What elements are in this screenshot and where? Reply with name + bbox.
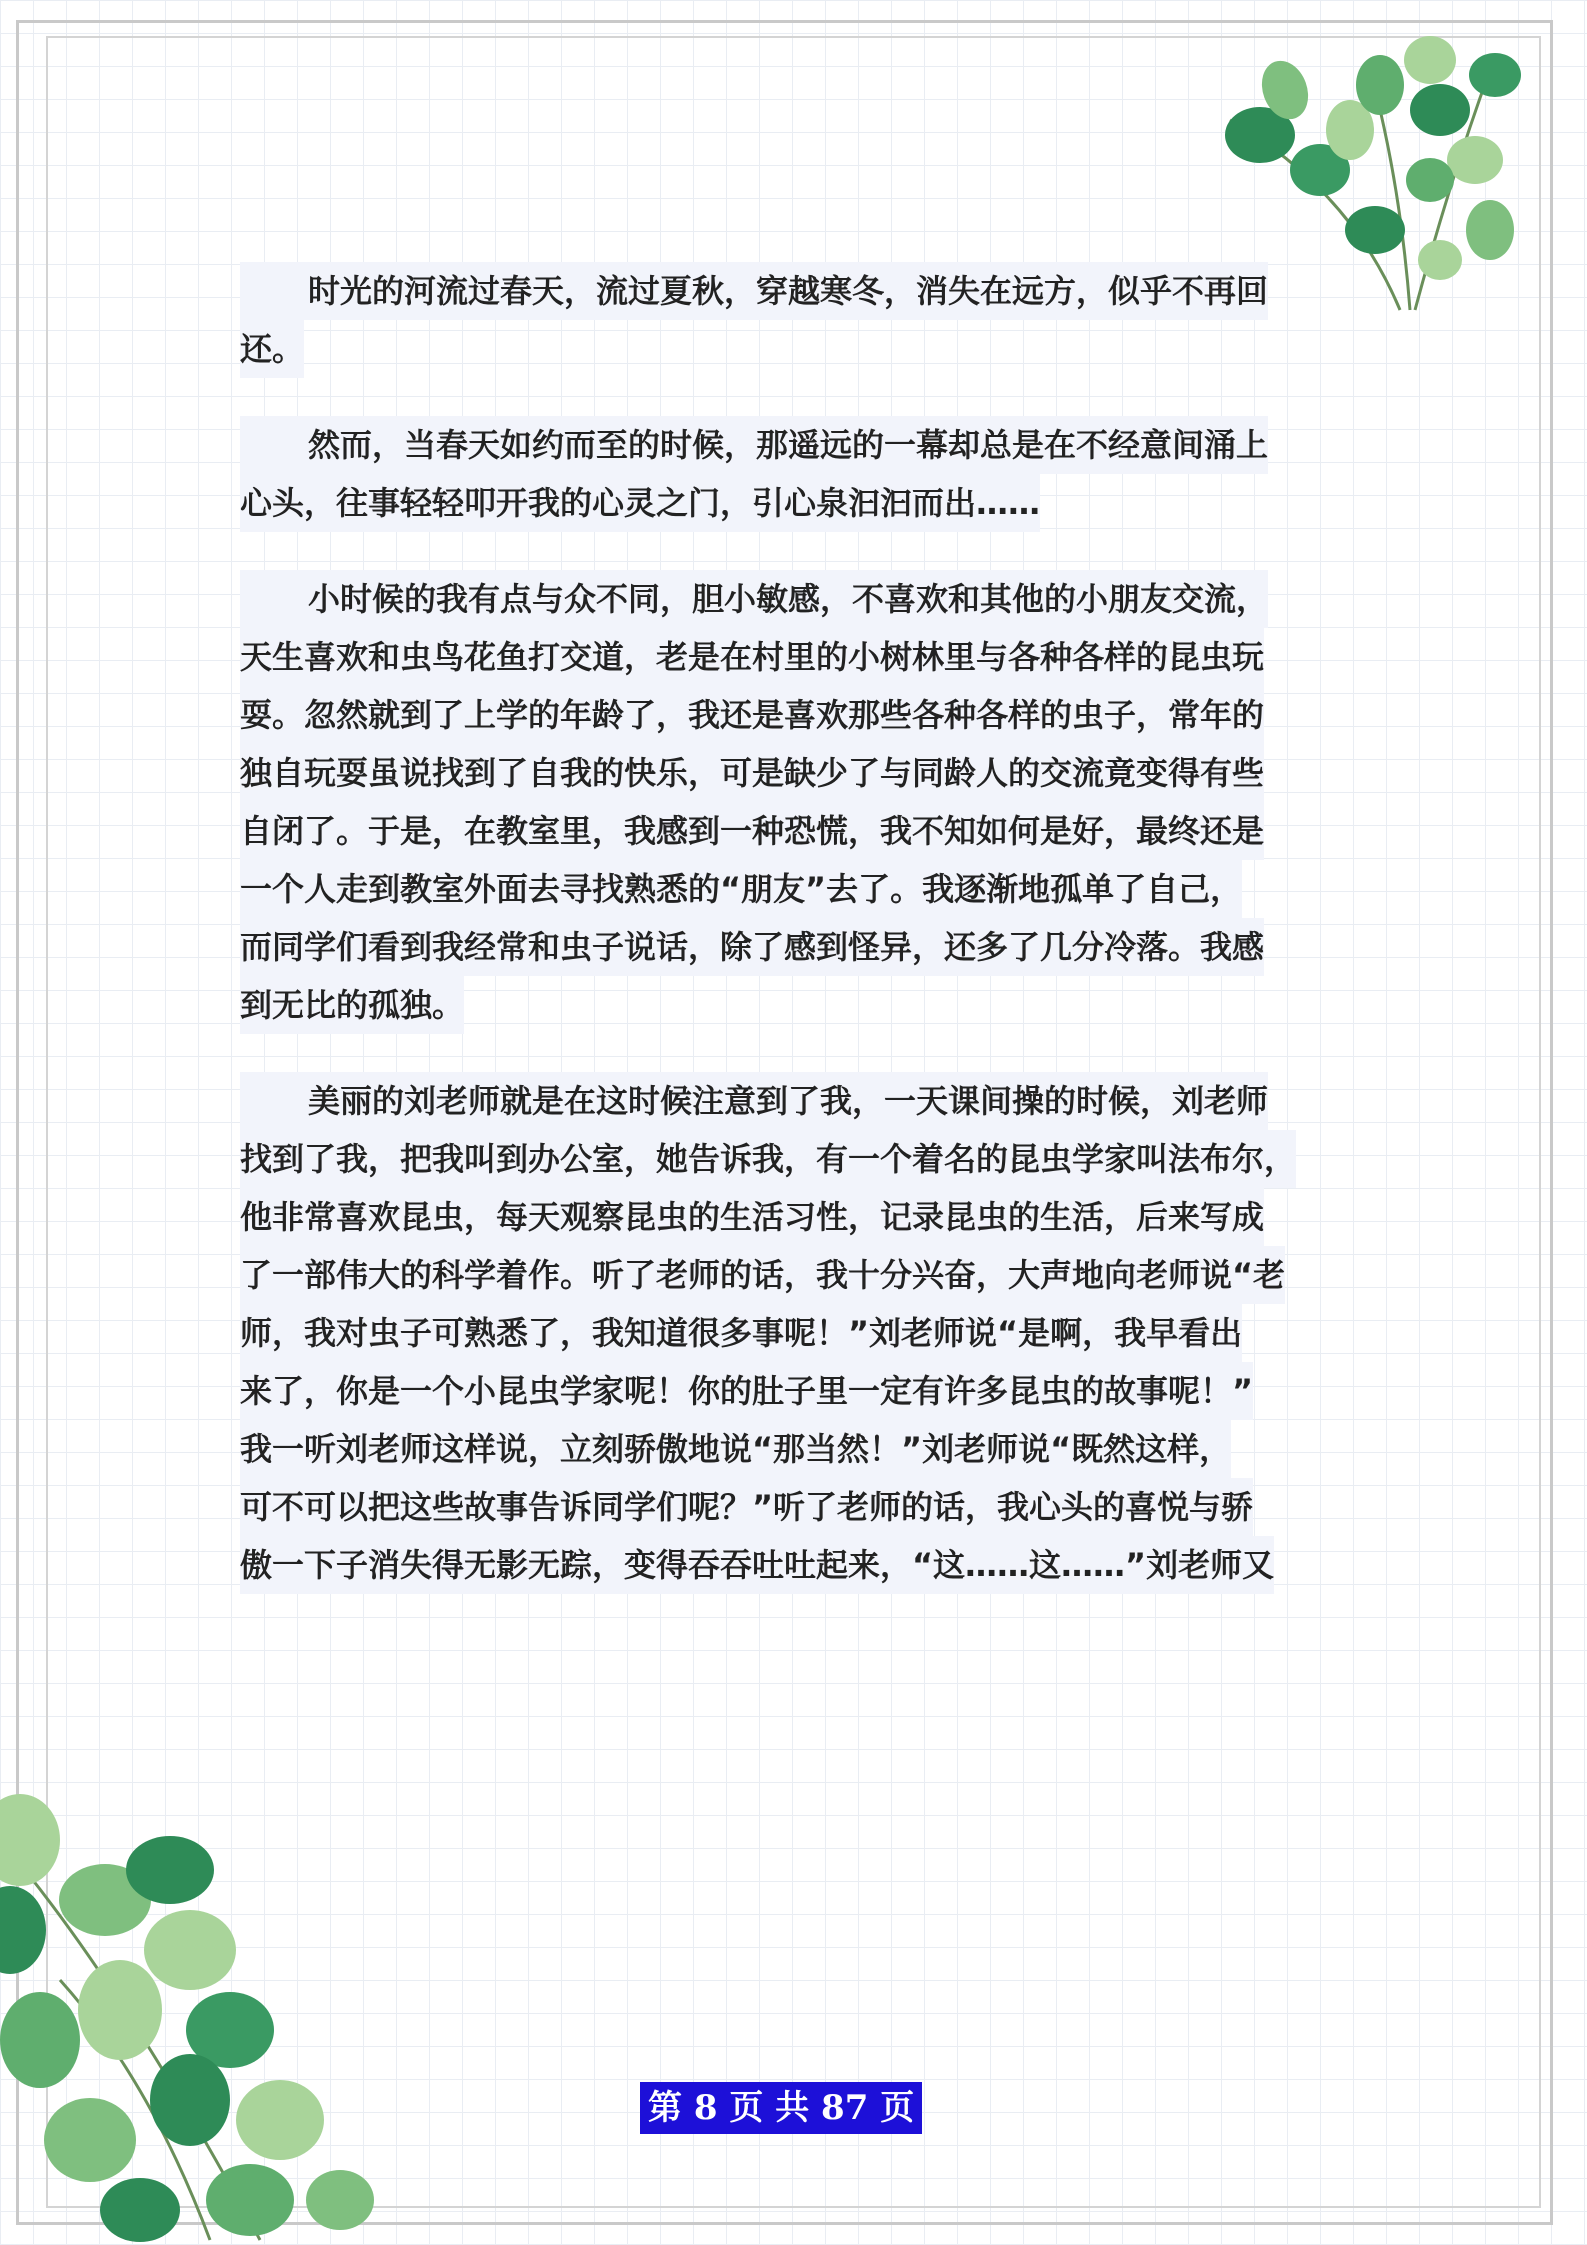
text-line: 然而，当春天如约而至的时候，那遥远的一幕却总是在不经意间涌上 bbox=[240, 416, 1268, 474]
paragraph bbox=[240, 262, 1350, 378]
text-line: 小时候的我有点与众不同，胆小敏感，不喜欢和其他的小朋友交流， bbox=[240, 570, 1268, 628]
text-line: 心头，往事轻轻叩开我的心灵之门，引心泉汩汩而出…… bbox=[240, 474, 1040, 532]
footer-prefix: 第 bbox=[648, 2088, 682, 2128]
leaf-branch-bottom-left-icon bbox=[0, 1780, 400, 2245]
footer-suffix: 页 bbox=[880, 2088, 915, 2128]
text-line: 到无比的孤独。 bbox=[240, 976, 464, 1034]
total-page-count: 87 bbox=[821, 2088, 869, 2128]
current-page-number: 8 bbox=[693, 2088, 718, 2128]
text-line: 还。 bbox=[240, 320, 304, 378]
text-line: 一个人走到教室外面去寻找熟悉的“朋友”去了。我逐渐地孤单了自己， bbox=[240, 860, 1242, 918]
text-line: 他非常喜欢昆虫，每天观察昆虫的生活习性，记录昆虫的生活，后来写成 bbox=[240, 1188, 1264, 1246]
text-line: 而同学们看到我经常和虫子说话，除了感到怪异，还多了几分冷落。我感 bbox=[240, 918, 1264, 976]
text-line: 傲一下子消失得无影无踪，变得吞吞吐吐起来，“这……这……”刘老师又 bbox=[240, 1536, 1274, 1594]
text-line: 找到了我，把我叫到办公室，她告诉我，有一个着名的昆虫学家叫法布尔， bbox=[240, 1130, 1296, 1188]
paragraph bbox=[240, 1072, 1350, 1594]
article-body bbox=[240, 262, 1350, 1632]
text-line: 师，我对虫子可熟悉了，我知道很多事呢！”刘老师说“是啊，我早看出 bbox=[240, 1304, 1242, 1362]
page-number-footer bbox=[640, 2082, 922, 2134]
text-line: 时光的河流过春天，流过夏秋，穿越寒冬，消失在远方，似乎不再回 bbox=[240, 262, 1268, 320]
text-line: 我一听刘老师这样说，立刻骄傲地说“那当然！”刘老师说“既然这样， bbox=[240, 1420, 1231, 1478]
text-line: 美丽的刘老师就是在这时候注意到了我，一天课间操的时候，刘老师 bbox=[240, 1072, 1268, 1130]
text-line: 来了，你是一个小昆虫学家呢！你的肚子里一定有许多昆虫的故事呢！” bbox=[240, 1362, 1253, 1420]
text-line: 耍。忽然就到了上学的年龄了，我还是喜欢那些各种各样的虫子，常年的 bbox=[240, 686, 1264, 744]
text-line: 可不可以把这些故事告诉同学们呢？”听了老师的话，我心头的喜悦与骄 bbox=[240, 1478, 1253, 1536]
paragraph bbox=[240, 416, 1350, 532]
text-line: 天生喜欢和虫鸟花鱼打交道，老是在村里的小树林里与各种各样的昆虫玩 bbox=[240, 628, 1264, 686]
text-line: 自闭了。于是，在教室里，我感到一种恐慌，我不知如何是好，最终还是 bbox=[240, 802, 1264, 860]
footer-middle: 页 共 bbox=[729, 2088, 810, 2128]
text-line: 独自玩耍虽说找到了自我的快乐，可是缺少了与同龄人的交流竟变得有些 bbox=[240, 744, 1264, 802]
text-line: 了一部伟大的科学着作。听了老师的话，我十分兴奋，大声地向老师说“老 bbox=[240, 1246, 1285, 1304]
paragraph bbox=[240, 570, 1350, 1034]
